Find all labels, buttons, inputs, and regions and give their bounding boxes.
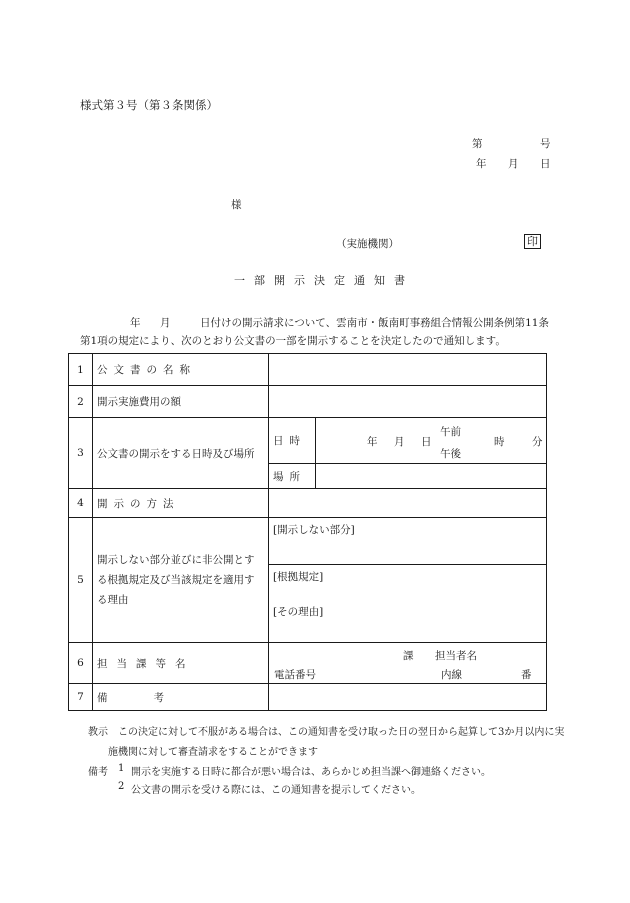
field-undisclosed-part[interactable] [269, 518, 547, 565]
issuer-label: （実施機関） [336, 238, 399, 250]
intro-year: 年 [130, 317, 141, 329]
intro-line-2: 第1項の規定により、次のとおり公文書の一部を開示することを決定したので通知します。 [80, 335, 506, 347]
datetime-hour: 時 [494, 436, 505, 448]
recipient-sama: 様 [231, 199, 242, 211]
form-id: 様式第３号（第３条関係） [80, 98, 218, 112]
contact-tel: 電話番号 [274, 669, 316, 681]
undisclosed-part-label: [開示しない部分] [273, 524, 355, 536]
row-number: 3 [69, 418, 93, 489]
table-row [69, 518, 547, 565]
field-department[interactable] [269, 643, 547, 684]
bikou-2-number: 2 [118, 781, 125, 792]
datetime-day: 日 [421, 436, 432, 448]
table-row [69, 354, 547, 386]
field-place[interactable] [316, 464, 547, 489]
bikou-head: 備考 [88, 767, 108, 778]
doc-number-dai: 第 [472, 138, 483, 150]
row-number: 4 [69, 489, 93, 518]
row-number: 1 [69, 354, 93, 386]
row-label: 開示の方法 [93, 489, 269, 518]
disclosure-table [68, 353, 547, 711]
row-label: 公文書の開示をする日時及び場所 [93, 418, 269, 489]
field-remarks[interactable] [269, 684, 547, 711]
contact-naisen: 内線 [441, 669, 462, 681]
bikou-1-number: 1 [118, 763, 125, 774]
kyouji-line-1: この決定に対して不服がある場合は、この通知書を受け取った日の翌日から起算して3か月以内に実 [118, 727, 565, 738]
reason-label: [その理由] [273, 606, 324, 618]
row-number: 7 [69, 684, 93, 711]
table-row [69, 643, 547, 684]
table-row [69, 386, 547, 418]
row-label: 担当課等名 [93, 643, 269, 684]
date-month: 月 [508, 158, 519, 170]
kyouji-line-2: 施機関に対して審査請求をすることができます [108, 747, 318, 758]
bikou-1-text: 開示を実施する日時に都合が悪い場合は、あらかじめ担当課へ御連絡ください。 [131, 767, 491, 778]
intro-month: 月 [160, 317, 171, 329]
field-method[interactable] [269, 489, 547, 518]
basis-label: [根拠規定] [273, 571, 324, 583]
row-label-line: 開示しない部分並びに非公開とす [97, 554, 255, 566]
table-row [69, 489, 547, 518]
datetime-pm: 午後 [440, 448, 461, 460]
row-label: 開示実施費用の額 [93, 386, 269, 418]
place-label: 場所 [269, 464, 316, 489]
field-basis-and-reason[interactable] [269, 565, 547, 643]
field-fee-amount[interactable] [269, 386, 547, 418]
field-document-name[interactable] [269, 354, 547, 386]
field-datetime[interactable] [316, 418, 547, 464]
document-title: 一部開示決定通知書 [234, 274, 414, 287]
row-number: 5 [69, 518, 93, 643]
intro-line-1: 日付けの開示請求について、雲南市・飯南町事務組合情報公開条例第11条 [200, 317, 549, 329]
row-label: 備考 [93, 684, 269, 711]
table-row [69, 418, 547, 464]
date-day: 日 [540, 158, 551, 170]
row-label-line: る根拠規定及び当該規定を適用す [97, 574, 255, 586]
row-number: 6 [69, 643, 93, 684]
table-row [69, 684, 547, 711]
kyouji-head: 教示 [88, 727, 108, 738]
row-label [93, 518, 269, 643]
row-label: 公文書の名称 [93, 354, 269, 386]
datetime-minute: 分 [532, 436, 543, 448]
row-number: 2 [69, 386, 93, 418]
datetime-label: 日時 [269, 418, 316, 464]
row-label-line: る理由 [97, 594, 129, 606]
contact-ka: 課 [403, 650, 414, 662]
contact-tantou: 担当者名 [435, 650, 477, 662]
contact-ban: 番 [521, 669, 532, 681]
datetime-month: 月 [394, 436, 405, 448]
bikou-2-text: 公文書の開示を受ける際には、この通知書を提示してください。 [131, 785, 421, 796]
doc-number-go: 号 [540, 138, 551, 150]
date-year: 年 [476, 158, 487, 170]
datetime-am: 午前 [440, 426, 461, 438]
seal-mark: 印 [524, 234, 541, 249]
datetime-year: 年 [367, 436, 378, 448]
